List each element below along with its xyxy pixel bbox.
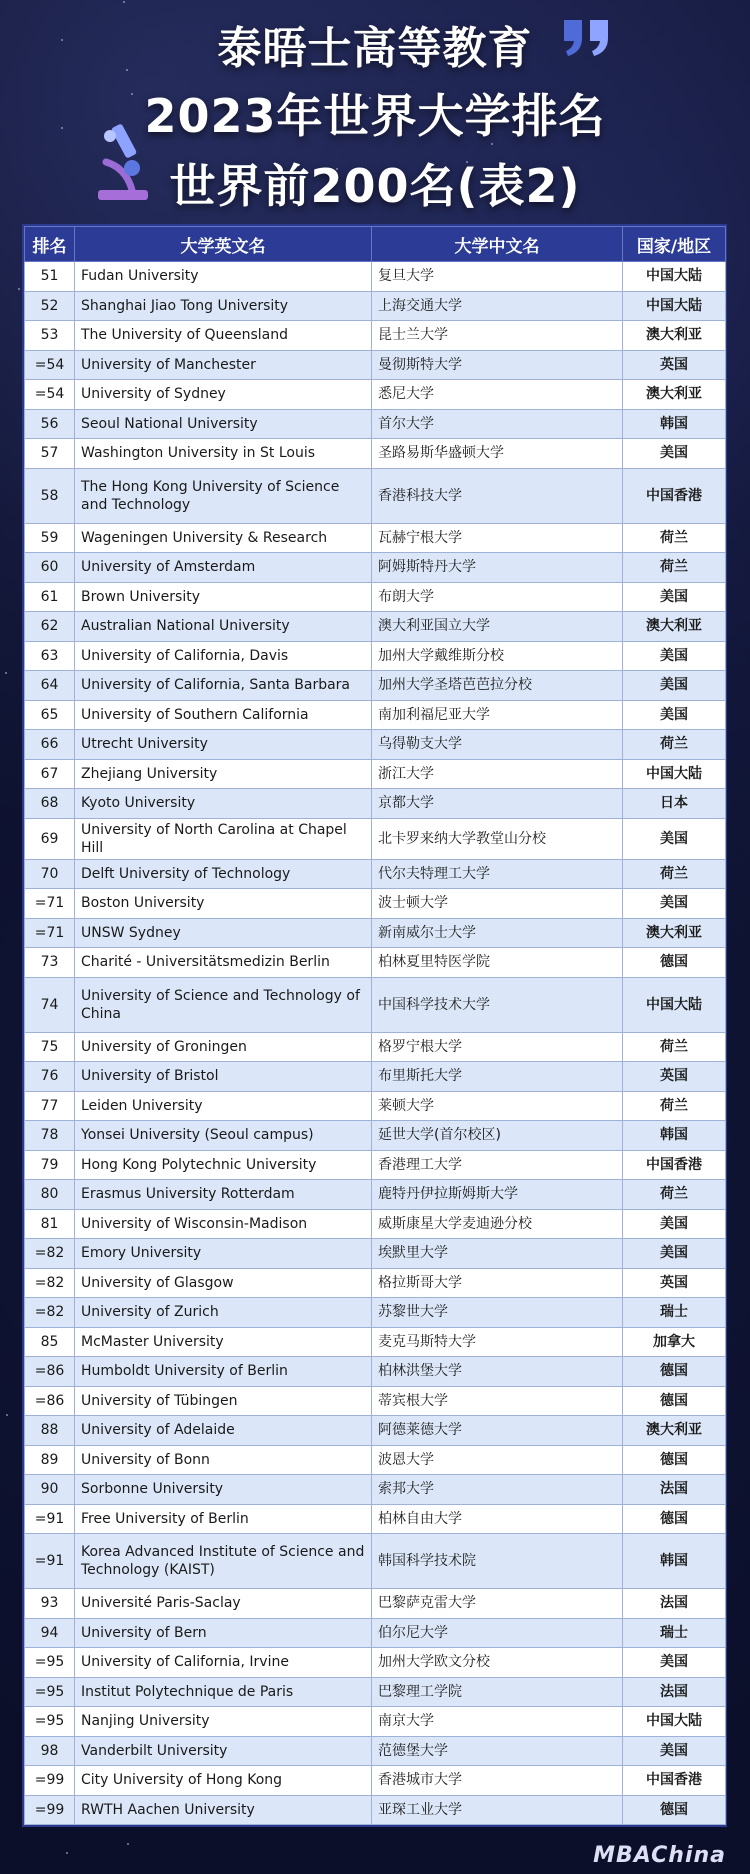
rank-cell: 63: [25, 641, 75, 671]
rank-cell: 74: [25, 977, 75, 1032]
english-name-cell: Fudan University: [75, 262, 372, 292]
chinese-name-cell: 首尔大学: [372, 409, 623, 439]
english-name-cell: McMaster University: [75, 1327, 372, 1357]
english-name-cell: University of Bristol: [75, 1062, 372, 1092]
english-name-cell: University of California, Davis: [75, 641, 372, 671]
english-name-cell: Wageningen University & Research: [75, 523, 372, 553]
english-name-cell: Free University of Berlin: [75, 1504, 372, 1534]
region-cell: 英国: [623, 1062, 726, 1092]
region-cell: 美国: [623, 1648, 726, 1678]
rank-cell: =86: [25, 1386, 75, 1416]
column-header-rank: 排名: [25, 227, 75, 262]
table-row: [25, 321, 726, 351]
english-name-cell: Institut Polytechnique de Paris: [75, 1677, 372, 1707]
english-name-cell: Leiden University: [75, 1091, 372, 1121]
chinese-name-cell: 延世大学(首尔校区): [372, 1121, 623, 1151]
region-cell: 法国: [623, 1475, 726, 1505]
english-name-cell: University of California, Santa Barbara: [75, 671, 372, 701]
table-row: [25, 439, 726, 469]
column-header-region: 国家/地区: [623, 227, 726, 262]
region-cell: 中国香港: [623, 1150, 726, 1180]
region-cell: 澳大利亚: [623, 1416, 726, 1446]
rank-cell: 88: [25, 1416, 75, 1446]
quote-icon: [560, 16, 616, 60]
table-row: [25, 1150, 726, 1180]
table-row: [25, 1268, 726, 1298]
rank-cell: =95: [25, 1648, 75, 1678]
rank-cell: 62: [25, 612, 75, 642]
chinese-name-cell: 昆士兰大学: [372, 321, 623, 351]
table-row: [25, 1736, 726, 1766]
region-cell: 德国: [623, 1386, 726, 1416]
region-cell: 韩国: [623, 1121, 726, 1151]
rank-cell: 67: [25, 759, 75, 789]
table-row: [25, 859, 726, 889]
region-cell: 澳大利亚: [623, 918, 726, 948]
table-row: [25, 1534, 726, 1589]
region-cell: 美国: [623, 889, 726, 919]
watermark-logo: MBAChina: [593, 1843, 726, 1868]
title-line-1: 泰晤士高等教育: [217, 23, 533, 74]
english-name-cell: Emory University: [75, 1239, 372, 1269]
region-cell: 中国大陆: [623, 1707, 726, 1737]
chinese-name-cell: 上海交通大学: [372, 291, 623, 321]
rank-cell: =54: [25, 350, 75, 380]
region-cell: 中国大陆: [623, 759, 726, 789]
region-cell: 中国大陆: [623, 977, 726, 1032]
table-row: [25, 730, 726, 760]
english-name-cell: Zhejiang University: [75, 759, 372, 789]
table-row: [25, 889, 726, 919]
chinese-name-cell: 京都大学: [372, 789, 623, 819]
english-name-cell: University of Wisconsin-Madison: [75, 1209, 372, 1239]
region-cell: 美国: [623, 818, 726, 859]
star: [127, 1843, 129, 1845]
rank-cell: 89: [25, 1445, 75, 1475]
region-cell: 法国: [623, 1677, 726, 1707]
table-row: [25, 977, 726, 1032]
chinese-name-cell: 布里斯托大学: [372, 1062, 623, 1092]
chinese-name-cell: 索邦大学: [372, 1475, 623, 1505]
english-name-cell: The University of Queensland: [75, 321, 372, 351]
region-cell: 荷兰: [623, 1091, 726, 1121]
table-row: [25, 380, 726, 410]
rank-cell: 57: [25, 439, 75, 469]
chinese-name-cell: 圣路易斯华盛顿大学: [372, 439, 623, 469]
rank-cell: =99: [25, 1766, 75, 1796]
chinese-name-cell: 柏林夏里特医学院: [372, 948, 623, 978]
microscope-icon: [88, 118, 158, 208]
region-cell: 中国香港: [623, 1766, 726, 1796]
chinese-name-cell: 莱顿大学: [372, 1091, 623, 1121]
table-row: [25, 789, 726, 819]
table-row: [25, 468, 726, 523]
star: [5, 672, 7, 674]
table-row: [25, 918, 726, 948]
rank-cell: 56: [25, 409, 75, 439]
region-cell: 中国大陆: [623, 262, 726, 292]
region-cell: 美国: [623, 671, 726, 701]
region-cell: 荷兰: [623, 859, 726, 889]
table-row: [25, 759, 726, 789]
chinese-name-cell: 南京大学: [372, 1707, 623, 1737]
chinese-name-cell: 鹿特丹伊拉斯姆斯大学: [372, 1180, 623, 1210]
table-row: [25, 291, 726, 321]
rank-cell: =95: [25, 1677, 75, 1707]
rank-cell: 52: [25, 291, 75, 321]
table-row: [25, 1032, 726, 1062]
chinese-name-cell: 蒂宾根大学: [372, 1386, 623, 1416]
region-cell: 荷兰: [623, 523, 726, 553]
rank-cell: 85: [25, 1327, 75, 1357]
region-cell: 德国: [623, 1795, 726, 1825]
chinese-name-cell: 复旦大学: [372, 262, 623, 292]
rank-cell: 64: [25, 671, 75, 701]
chinese-name-cell: 埃默里大学: [372, 1239, 623, 1269]
chinese-name-cell: 威斯康星大学麦迪逊分校: [372, 1209, 623, 1239]
english-name-cell: Washington University in St Louis: [75, 439, 372, 469]
region-cell: 韩国: [623, 409, 726, 439]
english-name-cell: Université Paris-Saclay: [75, 1589, 372, 1619]
chinese-name-cell: 波恩大学: [372, 1445, 623, 1475]
table-row: [25, 1209, 726, 1239]
chinese-name-cell: 瓦赫宁根大学: [372, 523, 623, 553]
english-name-cell: University of North Carolina at Chapel Hill: [75, 818, 372, 859]
english-name-cell: Charité - Universitätsmedizin Berlin: [75, 948, 372, 978]
chinese-name-cell: 香港城市大学: [372, 1766, 623, 1796]
english-name-cell: The Hong Kong University of Science and Technology: [75, 468, 372, 523]
region-cell: 美国: [623, 1239, 726, 1269]
english-name-cell: City University of Hong Kong: [75, 1766, 372, 1796]
english-name-cell: University of Zurich: [75, 1298, 372, 1328]
table-row: [25, 1091, 726, 1121]
chinese-name-cell: 澳大利亚国立大学: [372, 612, 623, 642]
region-cell: 德国: [623, 948, 726, 978]
rank-cell: =71: [25, 889, 75, 919]
table-row: [25, 582, 726, 612]
english-name-cell: Sorbonne University: [75, 1475, 372, 1505]
chinese-name-cell: 麦克马斯特大学: [372, 1327, 623, 1357]
chinese-name-cell: 代尔夫特理工大学: [372, 859, 623, 889]
chinese-name-cell: 巴黎理工学院: [372, 1677, 623, 1707]
rank-cell: 68: [25, 789, 75, 819]
table-row: [25, 1618, 726, 1648]
rank-cell: 53: [25, 321, 75, 351]
chinese-name-cell: 巴黎萨克雷大学: [372, 1589, 623, 1619]
english-name-cell: Boston University: [75, 889, 372, 919]
english-name-cell: University of California, Irvine: [75, 1648, 372, 1678]
rank-cell: 66: [25, 730, 75, 760]
rank-cell: =86: [25, 1357, 75, 1387]
table-row: [25, 1062, 726, 1092]
rank-cell: =95: [25, 1707, 75, 1737]
region-cell: 澳大利亚: [623, 612, 726, 642]
rank-cell: =82: [25, 1298, 75, 1328]
rank-cell: 75: [25, 1032, 75, 1062]
rank-cell: 80: [25, 1180, 75, 1210]
english-name-cell: Brown University: [75, 582, 372, 612]
rank-cell: =82: [25, 1239, 75, 1269]
rank-cell: 70: [25, 859, 75, 889]
rank-cell: 59: [25, 523, 75, 553]
region-cell: 荷兰: [623, 1032, 726, 1062]
rank-cell: 51: [25, 262, 75, 292]
rank-cell: 77: [25, 1091, 75, 1121]
rank-cell: =82: [25, 1268, 75, 1298]
chinese-name-cell: 新南威尔士大学: [372, 918, 623, 948]
rank-cell: 81: [25, 1209, 75, 1239]
rank-cell: =71: [25, 918, 75, 948]
table-row: [25, 1475, 726, 1505]
rank-cell: 61: [25, 582, 75, 612]
rank-cell: 90: [25, 1475, 75, 1505]
chinese-name-cell: 南加利福尼亚大学: [372, 700, 623, 730]
table-row: [25, 553, 726, 583]
region-cell: 澳大利亚: [623, 380, 726, 410]
region-cell: 美国: [623, 439, 726, 469]
rank-cell: 93: [25, 1589, 75, 1619]
chinese-name-cell: 格罗宁根大学: [372, 1032, 623, 1062]
region-cell: 日本: [623, 789, 726, 819]
region-cell: 美国: [623, 1209, 726, 1239]
rank-cell: =54: [25, 380, 75, 410]
chinese-name-cell: 香港理工大学: [372, 1150, 623, 1180]
table-row: [25, 1386, 726, 1416]
title-line-3: 世界前200名(表2): [169, 159, 581, 213]
rank-cell: 73: [25, 948, 75, 978]
chinese-name-cell: 伯尔尼大学: [372, 1618, 623, 1648]
english-name-cell: Shanghai Jiao Tong University: [75, 291, 372, 321]
region-cell: 美国: [623, 641, 726, 671]
chinese-name-cell: 加州大学欧文分校: [372, 1648, 623, 1678]
star: [66, 1852, 68, 1854]
english-name-cell: UNSW Sydney: [75, 918, 372, 948]
table-row: [25, 1445, 726, 1475]
rank-cell: =91: [25, 1534, 75, 1589]
english-name-cell: Utrecht University: [75, 730, 372, 760]
region-cell: 澳大利亚: [623, 321, 726, 351]
chinese-name-cell: 曼彻斯特大学: [372, 350, 623, 380]
chinese-name-cell: 加州大学戴维斯分校: [372, 641, 623, 671]
column-header-chinese-name: 大学中文名: [372, 227, 623, 262]
title-line-2: 2023年世界大学排名: [144, 89, 606, 143]
english-name-cell: University of Sydney: [75, 380, 372, 410]
chinese-name-cell: 阿姆斯特丹大学: [372, 553, 623, 583]
table-row: [25, 1504, 726, 1534]
english-name-cell: University of Science and Technology of China: [75, 977, 372, 1032]
english-name-cell: Kyoto University: [75, 789, 372, 819]
english-name-cell: Erasmus University Rotterdam: [75, 1180, 372, 1210]
table-row: [25, 523, 726, 553]
rank-cell: =91: [25, 1504, 75, 1534]
table-row: [25, 1589, 726, 1619]
table-row: [25, 1121, 726, 1151]
rank-cell: 79: [25, 1150, 75, 1180]
rank-cell: 76: [25, 1062, 75, 1092]
region-cell: 瑞士: [623, 1618, 726, 1648]
region-cell: 英国: [623, 350, 726, 380]
english-name-cell: University of Bern: [75, 1618, 372, 1648]
table-row: [25, 1416, 726, 1446]
chinese-name-cell: 布朗大学: [372, 582, 623, 612]
rank-cell: 98: [25, 1736, 75, 1766]
region-cell: 德国: [623, 1445, 726, 1475]
region-cell: 荷兰: [623, 1180, 726, 1210]
table-row: [25, 1298, 726, 1328]
chinese-name-cell: 阿德莱德大学: [372, 1416, 623, 1446]
chinese-name-cell: 浙江大学: [372, 759, 623, 789]
region-cell: 法国: [623, 1589, 726, 1619]
chinese-name-cell: 苏黎世大学: [372, 1298, 623, 1328]
table-row: [25, 1180, 726, 1210]
ranking-table: [24, 226, 726, 1825]
table-row: [25, 1327, 726, 1357]
region-cell: 美国: [623, 582, 726, 612]
english-name-cell: Yonsei University (Seoul campus): [75, 1121, 372, 1151]
rank-cell: 65: [25, 700, 75, 730]
chinese-name-cell: 亚琛工业大学: [372, 1795, 623, 1825]
region-cell: 荷兰: [623, 730, 726, 760]
region-cell: 英国: [623, 1268, 726, 1298]
chinese-name-cell: 韩国科学技术院: [372, 1534, 623, 1589]
english-name-cell: Vanderbilt University: [75, 1736, 372, 1766]
chinese-name-cell: 格拉斯哥大学: [372, 1268, 623, 1298]
english-name-cell: Seoul National University: [75, 409, 372, 439]
star: [18, 288, 20, 290]
english-name-cell: University of Adelaide: [75, 1416, 372, 1446]
rank-cell: =99: [25, 1795, 75, 1825]
region-cell: 美国: [623, 700, 726, 730]
table-row: [25, 1357, 726, 1387]
table-row: [25, 641, 726, 671]
table-header-row: [25, 227, 726, 262]
english-name-cell: University of Tübingen: [75, 1386, 372, 1416]
table-row: [25, 1239, 726, 1269]
rank-cell: 58: [25, 468, 75, 523]
rank-cell: 94: [25, 1618, 75, 1648]
region-cell: 德国: [623, 1504, 726, 1534]
english-name-cell: RWTH Aachen University: [75, 1795, 372, 1825]
chinese-name-cell: 加州大学圣塔芭芭拉分校: [372, 671, 623, 701]
region-cell: 瑞士: [623, 1298, 726, 1328]
star: [6, 1414, 8, 1416]
table-row: [25, 700, 726, 730]
chinese-name-cell: 波士顿大学: [372, 889, 623, 919]
table-row: [25, 1707, 726, 1737]
english-name-cell: Australian National University: [75, 612, 372, 642]
table-row: [25, 948, 726, 978]
page-header: [0, 0, 750, 222]
region-cell: 美国: [623, 1736, 726, 1766]
region-cell: 荷兰: [623, 553, 726, 583]
table-row: [25, 671, 726, 701]
rank-cell: 60: [25, 553, 75, 583]
table-row: [25, 350, 726, 380]
english-name-cell: Korea Advanced Institute of Science and Technology (KAIST): [75, 1534, 372, 1589]
english-name-cell: Nanjing University: [75, 1707, 372, 1737]
table-row: [25, 818, 726, 859]
region-cell: 中国大陆: [623, 291, 726, 321]
table-row: [25, 612, 726, 642]
rank-cell: 69: [25, 818, 75, 859]
english-name-cell: University of Glasgow: [75, 1268, 372, 1298]
chinese-name-cell: 香港科技大学: [372, 468, 623, 523]
region-cell: 德国: [623, 1357, 726, 1387]
english-name-cell: University of Bonn: [75, 1445, 372, 1475]
english-name-cell: University of Amsterdam: [75, 553, 372, 583]
english-name-cell: University of Manchester: [75, 350, 372, 380]
table-row: [25, 1766, 726, 1796]
column-header-english-name: 大学英文名: [75, 227, 372, 262]
chinese-name-cell: 悉尼大学: [372, 380, 623, 410]
chinese-name-cell: 柏林自由大学: [372, 1504, 623, 1534]
chinese-name-cell: 范德堡大学: [372, 1736, 623, 1766]
region-cell: 韩国: [623, 1534, 726, 1589]
table-row: [25, 1795, 726, 1825]
chinese-name-cell: 柏林洪堡大学: [372, 1357, 623, 1387]
table-row: [25, 409, 726, 439]
chinese-name-cell: 乌得勒支大学: [372, 730, 623, 760]
table-row: [25, 1648, 726, 1678]
english-name-cell: Delft University of Technology: [75, 859, 372, 889]
region-cell: 加拿大: [623, 1327, 726, 1357]
ranking-table-container: [24, 226, 725, 1825]
english-name-cell: University of Southern California: [75, 700, 372, 730]
english-name-cell: Hong Kong Polytechnic University: [75, 1150, 372, 1180]
table-row: [25, 262, 726, 292]
chinese-name-cell: 中国科学技术大学: [372, 977, 623, 1032]
table-row: [25, 1677, 726, 1707]
region-cell: 中国香港: [623, 468, 726, 523]
rank-cell: 78: [25, 1121, 75, 1151]
chinese-name-cell: 北卡罗来纳大学教堂山分校: [372, 818, 623, 859]
english-name-cell: Humboldt University of Berlin: [75, 1357, 372, 1387]
english-name-cell: University of Groningen: [75, 1032, 372, 1062]
